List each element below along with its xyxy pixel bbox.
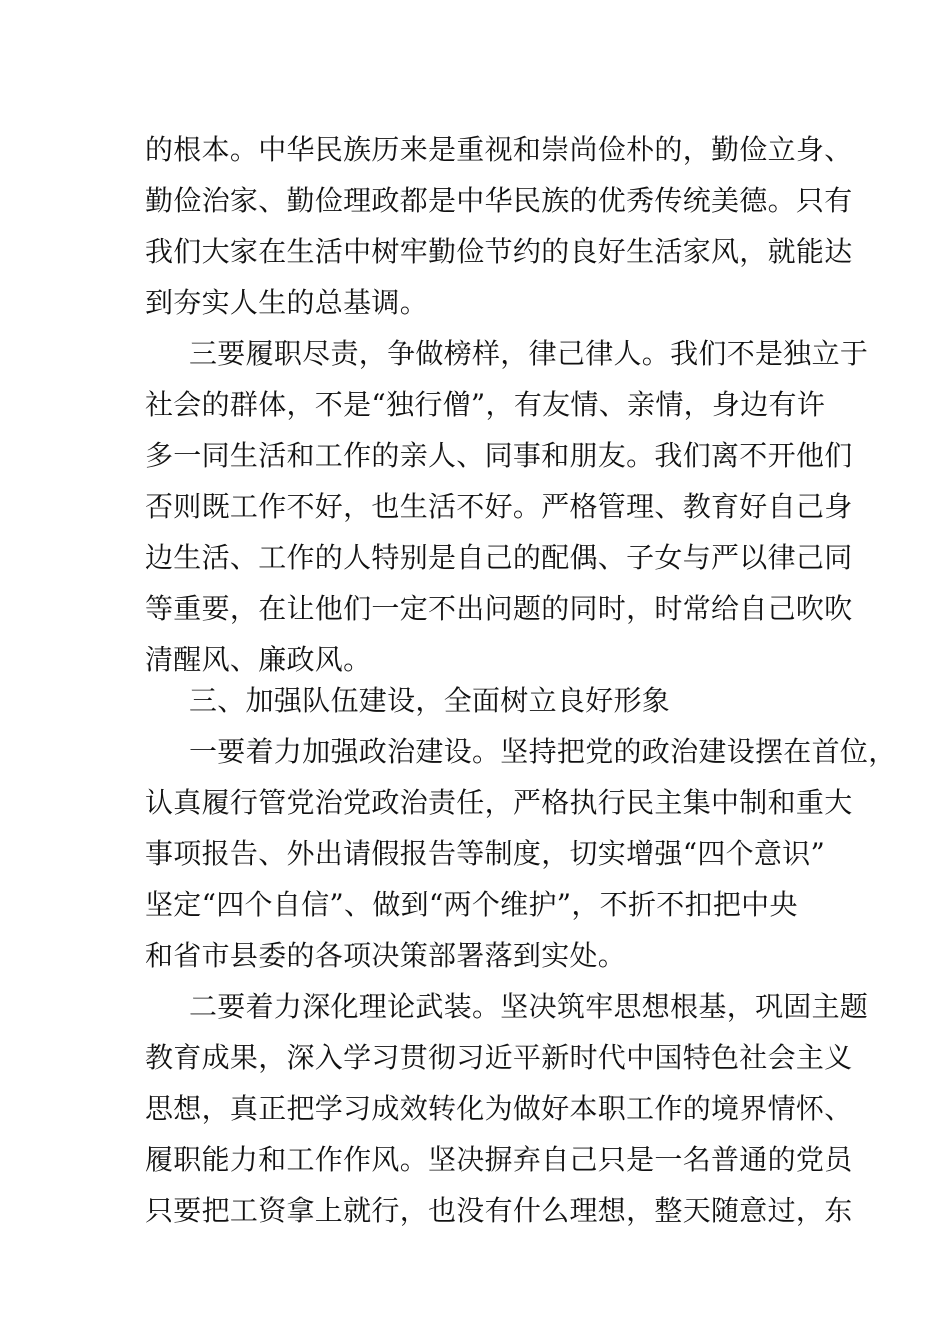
text-line: 我们大家在生活中树牢勤俭节约的良好生活家风，就能达 [145,235,853,268]
text-line: 社会的群体，不是“独行僧”，有友情、亲情，身边有许 [145,388,826,421]
paragraph-start-line: 二要着力深化理论武装。坚决筑牢思想根基，巩固主题 [189,990,869,1023]
text-line: 边生活、工作的人特别是自己的配偶、子女与严以律己同 [145,541,853,574]
text-line: 事项报告、外出请假报告等制度，切实增强“四个意识” [145,837,826,870]
text-line: 到夯实人生的总基调。 [145,286,429,319]
text-line: 否则既工作不好，也生活不好。严格管理、教育好自己身 [145,490,853,523]
text-line: 等重要，在让他们一定不出问题的同时，时常给自己吹吹 [145,592,853,625]
text-line: 的根本。中华民族历来是重视和崇尚俭朴的，勤俭立身、 [145,133,853,166]
text-line: 履职能力和工作作风。坚决摒弃自己只是一名普通的党员 [145,1143,853,1176]
paragraph-start-line: 三要履职尽责，争做榜样，律己律人。我们不是独立于 [189,337,869,370]
text-line: 坚定“四个自信”、做到“两个维护”，不折不扣把中央 [145,888,798,921]
text-line: 多一同生活和工作的亲人、同事和朋友。我们离不开他们 [145,439,853,472]
text-line: 只要把工资拿上就行，也没有什么理想，整天随意过，东 [145,1194,853,1227]
text-line: 思想，真正把学习成效转化为做好本职工作的境界情怀、 [145,1092,853,1125]
text-line: 清醒风、廉政风。 [145,643,372,676]
section-heading: 三、加强队伍建设，全面树立良好形象 [189,684,671,717]
text-line: 教育成果，深入学习贯彻习近平新时代中国特色社会主义 [145,1041,853,1074]
text-line: 认真履行管党治党政治责任，严格执行民主集中制和重大 [145,786,853,819]
text-line: 和省市县委的各项决策部署落到实处。 [145,939,627,972]
paragraph-start-line: 一要着力加强政治建设。坚持把党的政治建设摆在首位， [189,735,897,768]
text-line: 勤俭治家、勤俭理政都是中华民族的优秀传统美德。只有 [145,184,853,217]
